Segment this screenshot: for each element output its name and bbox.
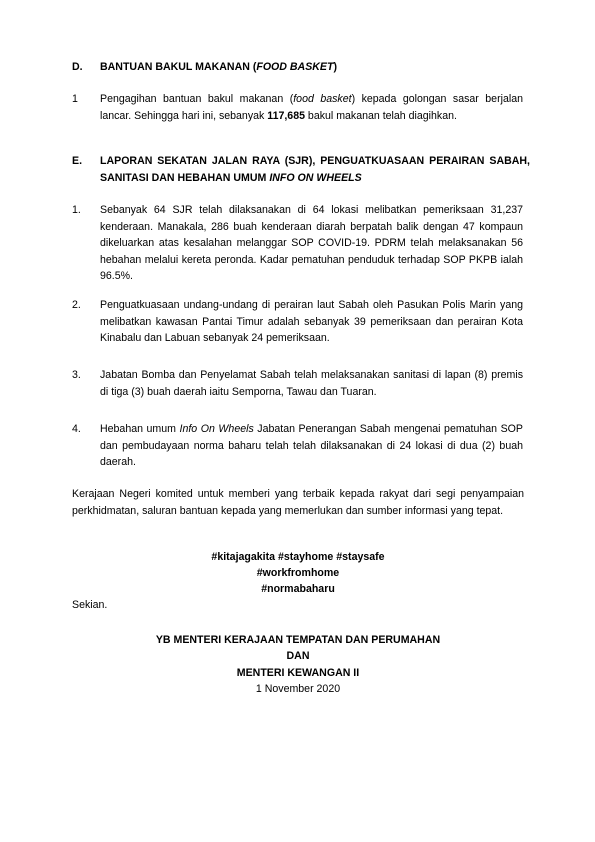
hashtag-line-3: #normabaharu <box>261 583 335 595</box>
item-text-emphasis: Info On Wheels <box>179 423 254 435</box>
item-text: Sebanyak 64 SJR telah dilaksanakan di 64 lokasi melibatkan pemeriksaan 31,237 kenderaan. Manakala, 286 buah kenderaan diarah berpatah balik dengan 47 kompaun dikeluarkan atas kesalahan melanggar SOP COVID-19. PDRM telah melaksanakan 56 hebahan melalui kereta peronda. Kadar pematuhan penduduk terhadap SOP PKPB ialah 96.5%. <box>100 204 523 283</box>
food-basket-count: 117,685 <box>267 109 305 122</box>
item-text-part: ) kepada golongan sasar berjalan lancar. Sehingga hari ini, sebanyak <box>100 93 523 122</box>
section-d-title <box>100 59 530 76</box>
signature-date: 1 November 2020 <box>255 683 341 695</box>
item-text-emphasis: food basket <box>293 93 352 105</box>
closing-paragraph: Kerajaan Negeri komited untuk memberi yang terbaik kepada rakyat dari segi penyampaian perkhidmatan, saluran bantuan kepada yang memerlukan dan sumber informasi yang tepat. <box>72 488 524 517</box>
section-e-title-emphasis: INFO ON WHEELS <box>269 171 362 184</box>
hashtag-line-2: #workfromhome <box>256 567 340 579</box>
item-text <box>100 91 523 124</box>
signature-conjunction: DAN <box>286 650 310 662</box>
item-text-part: Pengagihan bantuan bakul makanan ( <box>100 93 294 105</box>
item-text-part: bakul makanan telah diagihkan. <box>304 109 457 122</box>
item-text: Jabatan Bomba dan Penyelamat Sabah telah melaksanakan sanitasi di lapan (8) premis di tiga (3) buah daerah iaitu Semporna, Tawau dan Tuaran. <box>100 369 523 398</box>
signature-title-2: MENTERI KEWANGAN II <box>236 667 360 679</box>
item-number: 1 <box>72 93 78 105</box>
section-e-letter: E. <box>72 155 83 167</box>
item-text: Penguatkuasaan undang-undang di perairan laut Sabah oleh Pasukan Polis Marin yang melibatkan kawasan Pantai Timur adalah sebanyak 39 pemeriksaan dan perairan Kota Kinabalu dan Labuan sebanyak 24 pemeriksaan. <box>100 299 523 345</box>
section-d-title-close: ) <box>333 61 337 73</box>
item-number: 2. <box>72 299 81 311</box>
item-text-part: Hebahan umum <box>100 423 180 435</box>
section-d-title-emphasis: FOOD BASKET <box>256 61 334 73</box>
item-text <box>100 421 523 471</box>
item-number: 1. <box>72 204 81 216</box>
signature-title-1: YB MENTERI KERAJAAN TEMPATAN DAN PERUMAHAN <box>155 634 441 646</box>
section-d-letter: D. <box>72 61 83 73</box>
section-d-title-text: BANTUAN BAKUL MAKANAN ( <box>100 61 257 73</box>
hashtag-line-1: #kitajagakita #stayhome #staysafe <box>211 551 385 563</box>
sign-off: Sekian. <box>72 599 108 611</box>
section-e-title <box>100 153 530 186</box>
section-e-title-text: LAPORAN SEKATAN JALAN RAYA (SJR), PENGUATKUASAAN PERAIRAN SABAH, SANITASI DAN HEBAHAN UMUM <box>100 155 530 184</box>
item-number: 3. <box>72 369 81 381</box>
item-text-part: Jabatan Penerangan Sabah mengenai pematuhan SOP dan pembudayaan norma baharu telah telah dilaksanakan di 24 lokasi di dua (2) buah daerah. <box>100 423 523 469</box>
item-number: 4. <box>72 423 81 435</box>
